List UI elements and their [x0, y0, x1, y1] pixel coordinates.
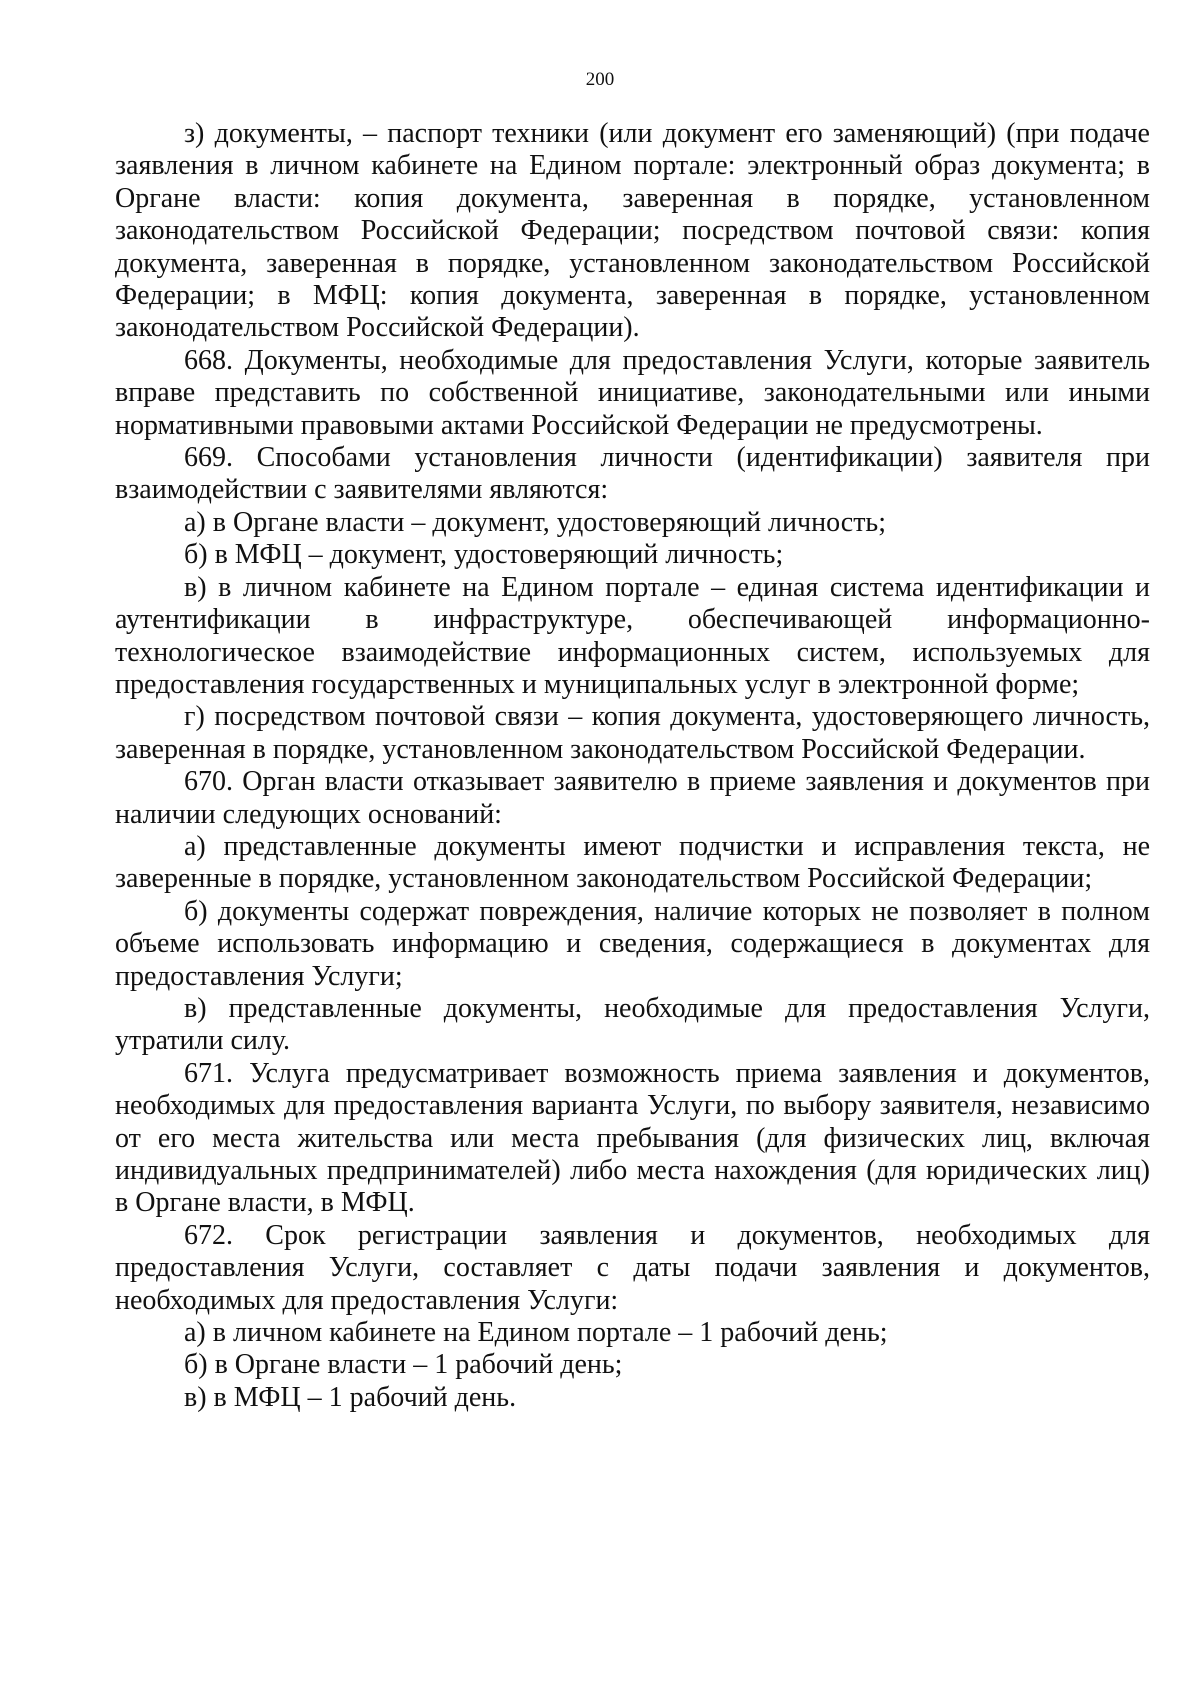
paragraph-672: 672. Срок регистрации заявления и документов, необходимых для предоставления Услуги, составляет с даты подачи заявления и документов, необходимых для предоставления Услуги: [115, 1219, 1150, 1316]
paragraph-669-item-b: б) в МФЦ – документ, удостоверяющий личность; [184, 539, 784, 571]
paragraph-672-item-b: б) в Органе власти – 1 рабочий день; [184, 1349, 623, 1381]
paragraph-670-item-v: в) представленные документы, необходимые для предоставления Услуги, утратили силу. [115, 992, 1150, 1057]
paragraph-670: 670. Орган власти отказывает заявителю в приеме заявления и документов при наличии следующих оснований: [115, 766, 1150, 830]
document-body [115, 118, 1150, 1414]
page-number: 200 [585, 69, 615, 90]
paragraph-669-item-v: в) в личном кабинете на Едином портале – единая система идентификации и аутентификации в инфраструктуре, обеспечивающей информационно-технологическое взаимодействие информационных систем, используемых для предоставления государственных и муниципальных услуг в электронной форме; [115, 571, 1150, 700]
paragraph-670-item-b: б) документы содержат повреждения, наличие которых не позволяет в полном объеме использовать информацию и сведения, содержащиеся в документах для предоставления Услуги; [115, 895, 1150, 992]
paragraph-item-z-documents: з) документы, – паспорт техники (или документ его заменяющий) (при подаче заявления в личном кабинете на Едином портале: электронный образ документа; в Органе власти: копия документа, заверенная в порядке, установленном законодательством Российской Федерации; посредством почтовой связи: копия документа, заверенная в порядке, установленном законодательством Российской Федерации; в МФЦ: копия документа, заверенная в порядке, установленном законодательством Российской Федерации). [115, 118, 1150, 344]
paragraph-669-item-a: а) в Органе власти – документ, удостоверяющий личность; [184, 506, 886, 538]
paragraph-669-item-g: г) посредством почтовой связи – копия документа, удостоверяющего личность, заверенная в порядке, установленном законодательством Российской Федерации. [115, 701, 1150, 765]
paragraph-671: 671. Услуга предусматривает возможность приема заявления и документов, необходимых для предоставления варианта Услуги, по выбору заявителя, независимо от его места жительства или места пребывания (для физических лиц, включая индивидуальных предпринимателей) либо места нахождения (для юридических лиц) в Органе власти, в МФЦ. [115, 1057, 1150, 1219]
paragraph-672-item-a: а) в личном кабинете на Едином портале – 1 рабочий день; [184, 1317, 888, 1349]
paragraph-672-item-v: в) в МФЦ – 1 рабочий день. [184, 1381, 517, 1413]
paragraph-669: 669. Способами установления личности (идентификации) заявителя при взаимодействии с заявителями являются: [115, 442, 1150, 506]
paragraph-668: 668. Документы, необходимые для предоставления Услуги, которые заявитель вправе представить по собственной инициативе, законодательными или иными нормативными правовыми актами Российской Федерации не предусмотрены. [115, 344, 1150, 441]
paragraph-670-item-a: а) представленные документы имеют подчистки и исправления текста, не заверенные в порядке, установленном законодательством Российской Федерации; [115, 830, 1150, 895]
